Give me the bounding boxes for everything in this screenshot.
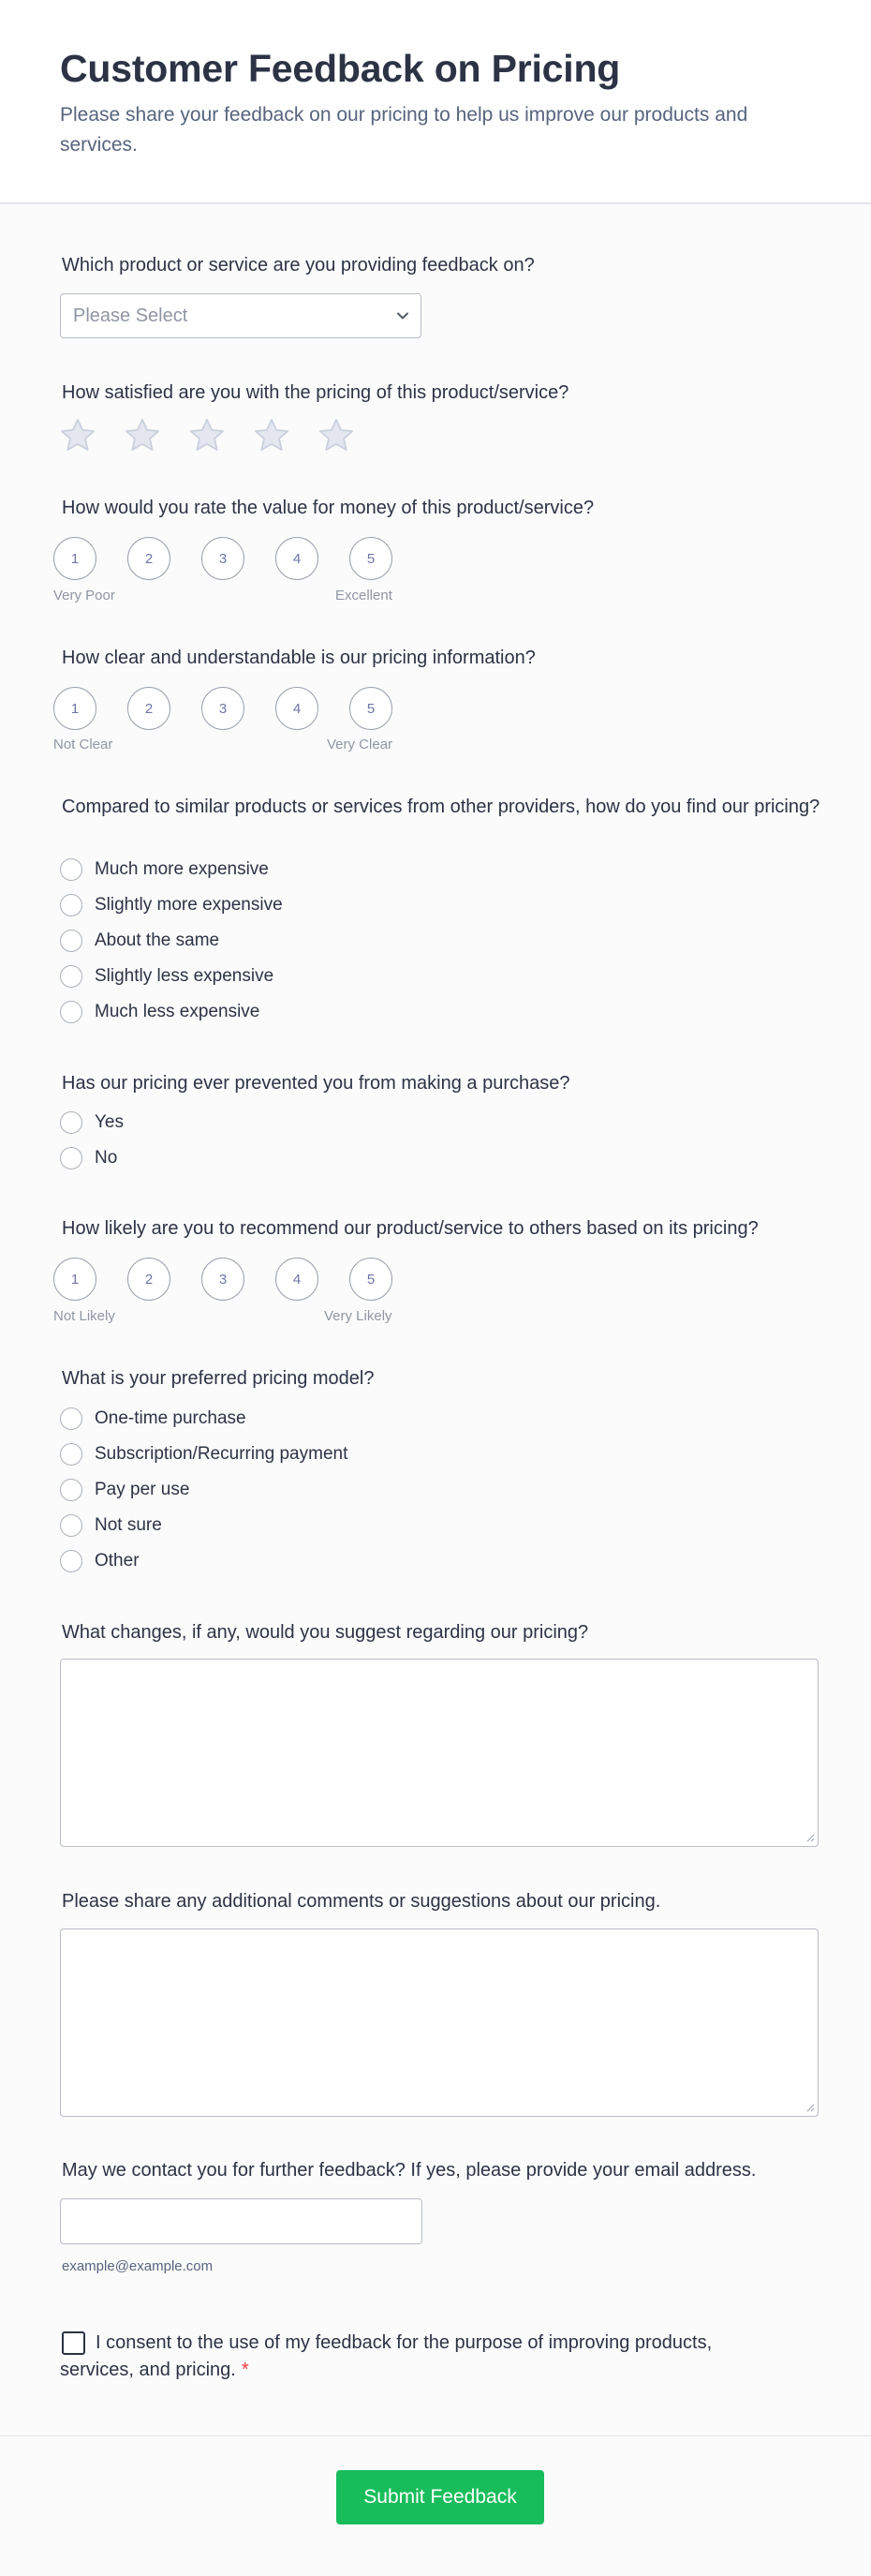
radio-label: Other <box>95 1551 140 1571</box>
star-icon[interactable] <box>252 416 291 455</box>
radio-button[interactable] <box>60 1407 82 1430</box>
radio-button[interactable] <box>60 1479 82 1501</box>
recommend-option-3[interactable]: 3 <box>201 1258 244 1301</box>
radio-label: Much less expensive <box>95 1002 260 1021</box>
consent-text: I consent to the use of my feedback for the purpose of improving products, services, and pricing. <box>60 2332 713 2380</box>
radio-button[interactable] <box>60 965 82 988</box>
radio-button[interactable] <box>60 1001 82 1023</box>
radio-button[interactable] <box>60 1514 82 1537</box>
clarity-option-3[interactable]: 3 <box>201 687 244 730</box>
compare-question-label: Compared to similar products or services from other providers, how do you find our pricing? <box>62 797 820 817</box>
recommend-high-label: Very Likely <box>324 1308 392 1324</box>
recommend-option-1[interactable]: 1 <box>53 1258 96 1301</box>
radio-button[interactable] <box>60 894 82 916</box>
radio-label: Slightly more expensive <box>95 895 283 915</box>
comments-question-label: Please share any additional comments or suggestions about our pricing. <box>62 1891 661 1912</box>
radio-label: Much more expensive <box>95 859 269 879</box>
product-select[interactable] <box>60 293 421 338</box>
recommend-option-4[interactable]: 4 <box>275 1258 318 1301</box>
email-sublabel: example@example.com <box>62 2258 214 2274</box>
value-option-1[interactable]: 1 <box>53 537 96 580</box>
value-option-4[interactable]: 4 <box>275 537 318 580</box>
radio-button[interactable] <box>60 1147 82 1169</box>
clarity-question-label: How clear and understandable is our pricing information? <box>62 648 536 668</box>
required-asterisk: * <box>241 2360 249 2380</box>
radio-label: Subscription/Recurring payment <box>95 1444 348 1464</box>
recommend-question-label: How likely are you to recommend our product/service to others based on its pricing? <box>62 1218 759 1239</box>
form-header <box>0 0 871 204</box>
clarity-option-4[interactable]: 4 <box>275 687 318 730</box>
radio-label: Not sure <box>95 1515 162 1535</box>
footer-divider <box>0 2435 871 2436</box>
recommend-option-2[interactable]: 2 <box>127 1258 170 1301</box>
email-question-label: May we contact you for further feedback? If yes, please provide your email address. <box>62 2160 757 2181</box>
clarity-option-1[interactable]: 1 <box>53 687 96 730</box>
value-option-5[interactable]: 5 <box>349 537 392 580</box>
value-high-label: Excellent <box>335 588 392 603</box>
radio-button[interactable] <box>60 1443 82 1466</box>
radio-label: Yes <box>95 1112 124 1132</box>
radio-label: Slightly less expensive <box>95 966 274 986</box>
chevron-down-icon <box>396 309 409 322</box>
comments-textarea[interactable] <box>60 1928 819 2117</box>
recommend-option-5[interactable]: 5 <box>349 1258 392 1301</box>
value-option-2[interactable]: 2 <box>127 537 170 580</box>
email-input[interactable] <box>60 2198 422 2244</box>
clarity-option-5[interactable]: 5 <box>349 687 392 730</box>
form-subtitle: Please share your feedback on our pricing to help us improve our products and services. <box>60 104 748 156</box>
clarity-high-label: Very Clear <box>327 737 393 752</box>
radio-label: Pay per use <box>95 1480 190 1499</box>
satisfaction-question-label: How satisfied are you with the pricing of this product/service? <box>62 382 569 403</box>
prevented-question-label: Has our pricing ever prevented you from making a purchase? <box>62 1073 570 1094</box>
value-question-label: How would you rate the value for money of this product/service? <box>62 498 595 518</box>
clarity-option-2[interactable]: 2 <box>127 687 170 730</box>
recommend-low-label: Not Likely <box>53 1308 115 1324</box>
changes-question-label: What changes, if any, would you suggest regarding our pricing? <box>62 1622 589 1643</box>
radio-button[interactable] <box>60 930 82 952</box>
radio-button[interactable] <box>60 1111 82 1134</box>
value-option-3[interactable]: 3 <box>201 537 244 580</box>
radio-label: About the same <box>95 931 220 950</box>
model-question-label: What is your preferred pricing model? <box>62 1368 375 1389</box>
form-title: Customer Feedback on Pricing <box>60 47 621 90</box>
radio-button[interactable] <box>60 1550 82 1572</box>
star-icon[interactable] <box>317 416 356 455</box>
star-icon[interactable] <box>58 416 97 455</box>
changes-textarea[interactable] <box>60 1659 819 1847</box>
value-low-label: Very Poor <box>53 588 115 603</box>
radio-label: No <box>95 1148 118 1168</box>
radio-button[interactable] <box>60 858 82 881</box>
resize-handle-icon[interactable] <box>805 2103 815 2112</box>
star-icon[interactable] <box>123 416 162 455</box>
radio-label: One-time purchase <box>95 1408 246 1428</box>
product-select-placeholder: Please Select <box>73 305 188 326</box>
product-question-label: Which product or service are you providing feedback on? <box>62 255 535 275</box>
consent-label <box>60 2330 716 2384</box>
clarity-low-label: Not Clear <box>53 737 113 752</box>
resize-handle-icon[interactable] <box>805 1833 815 1842</box>
star-icon[interactable] <box>187 416 227 455</box>
submit-button[interactable]: Submit Feedback <box>336 2470 544 2524</box>
